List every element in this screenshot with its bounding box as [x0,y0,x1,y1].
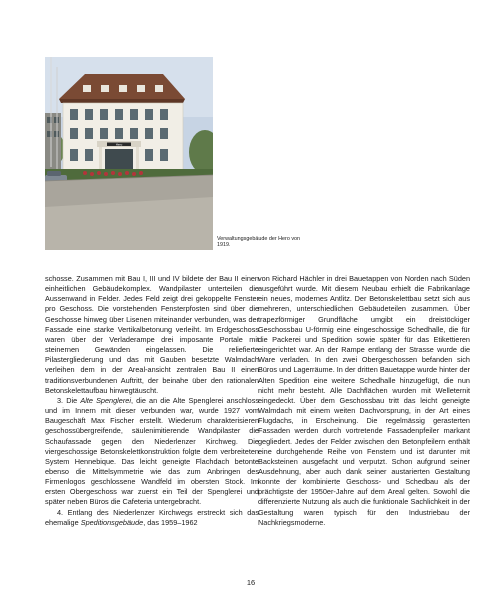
building-name: Speditionsgebäude [80,517,144,527]
administration-building-photo [45,57,213,250]
paragraph-lead: 3. Die [57,395,81,405]
signboard-text: Hero [115,142,123,147]
figure-caption: Verwaltungsgebäude der Hero von 1919. [217,236,301,249]
paragraph-text: , das 1959–1962 [143,517,198,527]
paragraph: von Richard Hächler in drei Bauetappen von Norden nach Süden ausgeführt wurde. Mit diesem Neubau erhielt die Fabrikanlage ein neues, modernes Antlitz. Der Betonskelettbau setzt sich aus mehreren, unterschiedlichen Gebäudeteilen zusammen. Über trapezförmiger Grundfläche umgibt ein dreistöckiger Geschossbau U-förmig eine eingeschossige Schedhalle, die für die Packerei und Spedition sowie später für das Etikettieren eingerichtet war. An der Rampe entlang der Strasse wurde die Ware verladen. In den zwei Obergeschossen befanden sich Büros und Lagerräume. In der dritten Bauetappe wurde hinter der Alten Spedition eine weitere Schedhalle hinzugefügt, die nun nicht mehr besteht. Alle Dachflächen wurden mit Welleternit eingedeckt. Über dem Geschossbau tritt das leicht geneigte Walmdach mit einem weiten Dachvorsprung, in der Art eines Flugdachs, in Erscheinung. Die regelmässig gerasterten Fassaden werden durch vortretende Fassadenpfeiler markant gegliedert. Jedes der Felder zwischen den Betonpfeilern enthält eine durchgehende Reihe von Fenstern und ist darunter mit Backsteinen ausgefacht und verputzt. Schon aufgrund seiner Ausdehnung, aber auch dank seiner austarierten Gestaltung konnte der kombinierte Geschoss- und Schedbau als der prächtigste der 1950er-Jahre auf dem Areal gelten. Sowohl die differenzierte Nutzung als auch die funktionale Sachlichkeit in der Gestaltung waren typisch für den Industriebau der Nachkriegsmoderne. [258,274,470,527]
building-name: Alte Spenglerei [80,395,131,405]
figure-photo [45,57,213,250]
paragraph: schosse. Zusammen mit Bau I, III und IV bildete der Bau II einen einheitlichen Gebäudekomplex. Wandpilaster unterteilen die Aussenwand in Felder. Jedes Feld zeigt drei gekoppelte Fenster pro Geschoss. Die vorstehenden Fensterpfosten sind über die Geschosse hinweg über Lisenen miteinander verbunden, was der Fassade eine starke Vertikalbetonung verleiht. Im Erdgeschoss waren über der Verladerampe drei imposante Portale mit steinernen Gewänden eingelassen. Die reliefierte Pilastergliederung und das mit Gauben besetzte Walmdach verleihen dem in der Areal-ansicht zentralen Bau II einen traditionsverbundenen Auftritt, der beinahe über den rationalen Betonskelettaufbau hinwegtäuscht. [45,274,259,395]
paragraph-text: , die an die Alte Spenglerei anschloss und im Innern mit dieser verbunden war, wurde 1927 vom Baugeschäft Max Fischer erstellt. Wiederum charakterisieren geschossübergreifende, säulenimitierende Wandpilaster die Schaufassade gegen den Niederlenzer Kirchweg. Die viergeschossige Betonskelettkonstruktion folgte dem verbreiteten System Hennebique. Das leicht geneigte Flachdach betonte ebenso die Mittelsymmetrie wie das zum Anbringen des Firmenlogos geschlossene Wandfeld im obersten Stock. Im ersten Obergeschoss war zuerst ein Teil der Spenglerei und später neben Büros die Cafeteria untergebracht. [45,395,259,507]
paragraph [45,396,259,508]
text-column-right [258,274,470,528]
paragraph-lead: 4. Entlang des Niederlenzer Kirchwegs erstreckt sich das ehemalige [45,507,259,527]
paragraph [45,508,259,528]
text-column-left [45,274,259,528]
page-number: 16 [246,578,256,587]
